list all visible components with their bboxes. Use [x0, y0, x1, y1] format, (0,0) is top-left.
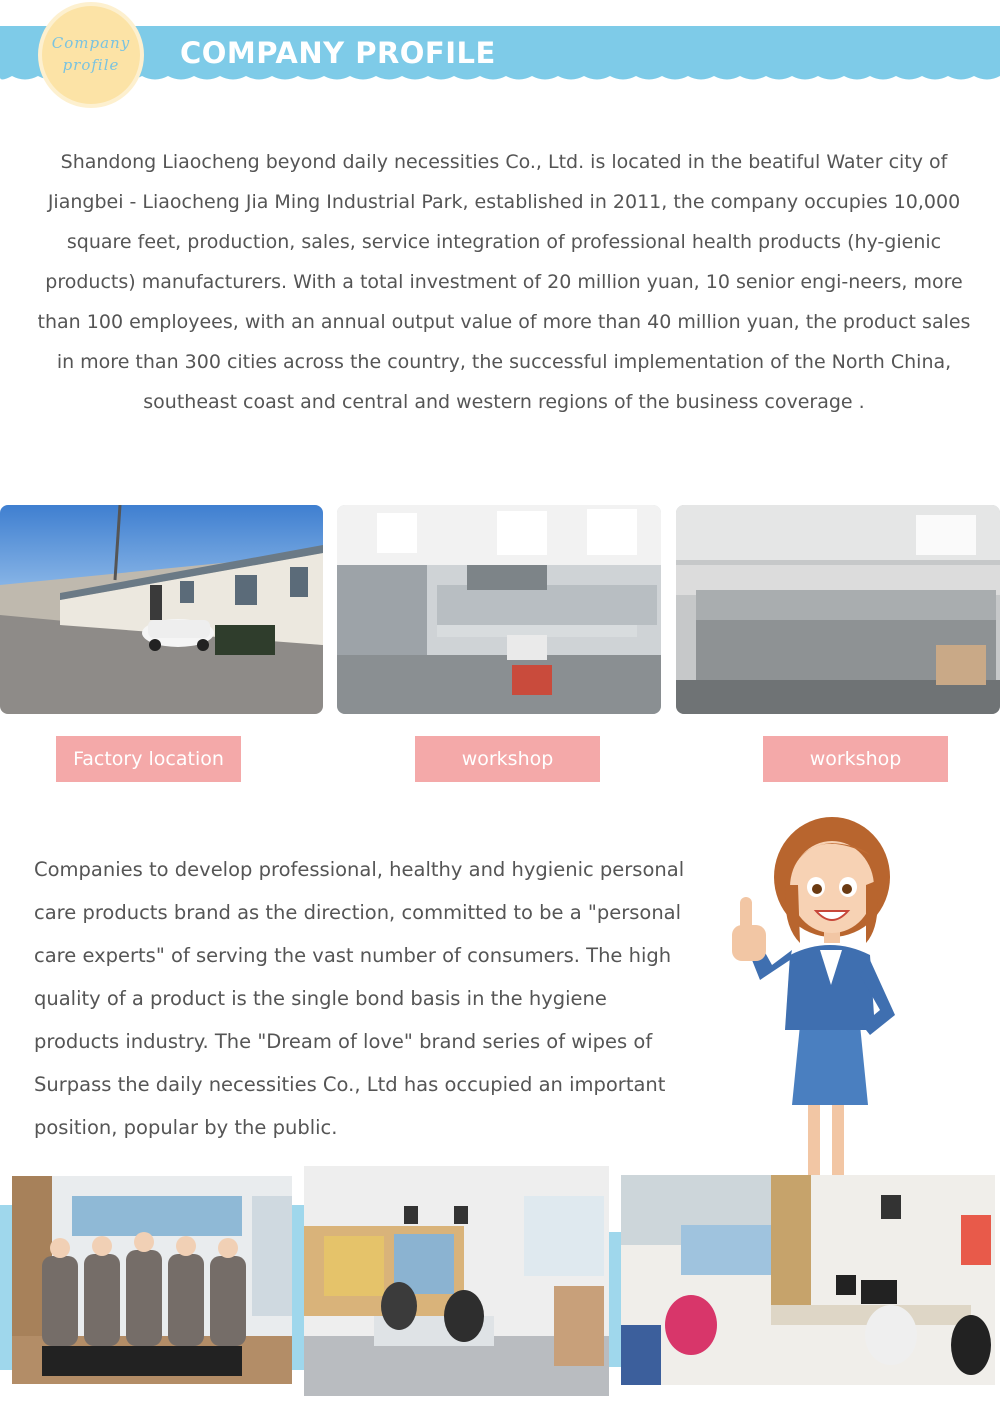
- office-photo-1: [304, 1166, 609, 1396]
- businesswoman-thumbs-up-illustration: [720, 815, 910, 1175]
- badge-text-line1: Company: [51, 34, 131, 52]
- workshop-photo-2: [676, 505, 1000, 714]
- page-title: COMPANY PROFILE: [180, 36, 496, 70]
- badge-text-line2: profile: [62, 56, 120, 74]
- workshop-photo-1: [337, 505, 661, 714]
- photo-frame-accent: [609, 1232, 621, 1367]
- caption-workshop-2: workshop: [763, 736, 948, 782]
- banner-ribbon: [0, 24, 1000, 94]
- caption-factory-location: Factory location: [56, 736, 241, 782]
- intro-paragraph: Shandong Liaocheng beyond daily necessities Co., Ltd. is located in the beatiful Water city of Jiangbei - Liaocheng Jia Ming Industrial Park, established in 2011, the company occupies 10,000 square feet, production, sales, service integration of professional health products (hy-gienic products) manufacturers. With a total investment of 20 million yuan, 10 senior engi-neers, more than 100 employees, with an annual output value of more than 40 million yuan, the product sales in more than 300 cities across the country, the successful implementation of the North China, southeast coast and central and western regions of the business coverage .: [37, 151, 971, 413]
- office-photo-2: [621, 1175, 995, 1385]
- section-banner: [0, 24, 1000, 84]
- staff-group-photo: [12, 1176, 292, 1384]
- factory-location-photo: [0, 505, 323, 714]
- photo-frame-accent: [292, 1205, 304, 1370]
- photo-frame-accent: [0, 1205, 12, 1370]
- company-profile-badge: [42, 6, 140, 104]
- mission-paragraph: Companies to develop professional, healthy and hygienic personal care products brand as the direction, committed to be a "personal care experts" of serving the vast number of consumers. The high quality of a product is the single bond basis in the hygiene products industry. The "Dream of love" brand series of wipes of Surpass the daily necessities Co., Ltd has occupied an important position, popular by the public.: [34, 858, 685, 1139]
- caption-workshop-1: workshop: [415, 736, 600, 782]
